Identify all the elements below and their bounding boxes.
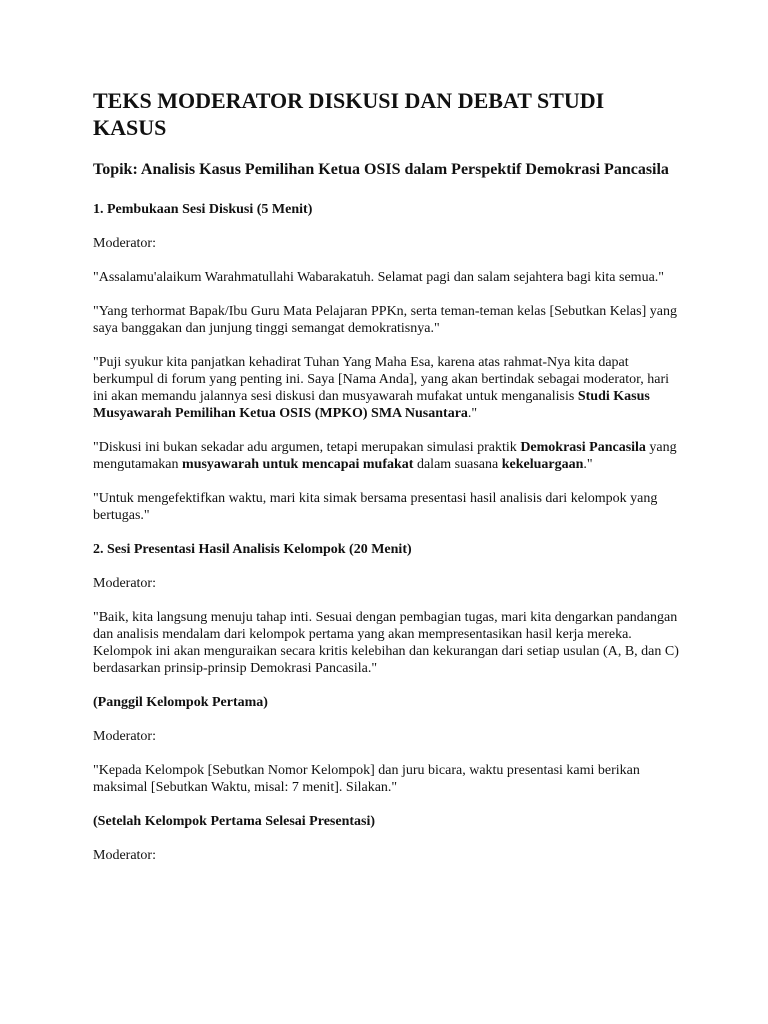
bold-text: kekeluargaan xyxy=(501,457,584,472)
speaker-label: Moderator: xyxy=(93,236,156,251)
paragraph-text: "Puji syukur kita panjatkan kehadirat Tuhan Yang Maha Esa, karena atas rahmat-Nya kita dapat berkumpul di forum yang penting ini. Saya [Nama Anda], yang akan bertindak sebagai moderator, hari ini akan memandu jalannya sesi diskusi dan musyawarah mufakat untuk menganalisis xyxy=(93,355,669,404)
bold-text: Demokrasi Pancasila xyxy=(520,440,646,455)
section-2-heading: 2. Sesi Presentasi Hasil Analisis Kelompok (20 Menit) xyxy=(93,542,412,557)
bold-text: Studi Kasus Musyawarah Pemilihan Ketua OSIS (MPKO) SMA Nusantara xyxy=(93,389,650,421)
speaker-label: Moderator: xyxy=(93,729,156,744)
paragraph: "Yang terhormat Bapak/Ibu Guru Mata Pelajaran PPKn, serta teman-teman kelas [Sebutkan Kelas] yang saya banggakan dan junjung tinggi semangat demokratisnya." xyxy=(93,304,677,336)
document-page xyxy=(93,87,683,881)
section-1-heading: 1. Pembukaan Sesi Diskusi (5 Menit) xyxy=(93,202,313,217)
topic-heading: Topik: Analisis Kasus Pemilihan Ketua OSIS dalam Perspektif Demokrasi Pancasila xyxy=(93,161,669,178)
speaker-label: Moderator: xyxy=(93,576,156,591)
paragraph-text: ." xyxy=(467,406,478,421)
paragraph-text: "Diskusi ini bukan sekadar adu argumen, tetapi merupakan simulasi praktik xyxy=(93,440,521,455)
paragraph: "Kepada Kelompok [Sebutkan Nomor Kelompok] dan juru bicara, waktu presentasi kami berikan maksimal [Sebutkan Waktu, misal: 7 menit]. Silakan." xyxy=(93,763,640,795)
speaker-label: Moderator: xyxy=(93,848,156,863)
paragraph-text: ." xyxy=(583,457,593,472)
stage-cue: (Setelah Kelompok Pertama Selesai Presentasi) xyxy=(93,814,376,829)
document-title: TEKS MODERATOR DISKUSI DAN DEBAT STUDI KASUS xyxy=(93,88,605,140)
paragraph: "Assalamu'alaikum Warahmatullahi Wabarakatuh. Selamat pagi dan salam sejahtera bagi kita semua." xyxy=(93,270,664,285)
paragraph xyxy=(93,354,683,422)
paragraph: "Baik, kita langsung menuju tahap inti. Sesuai dengan pembagian tugas, mari kita dengarkan pandangan dan analisis mendalam dari kelompok pertama yang akan mempresentasikan hasil kerja mereka. Kelompok ini akan menguraikan secara kritis kelebihan dan kekurangan dari setiap usulan (A, B, dan C) berdasarkan prinsip-prinsip Demokrasi Pancasila." xyxy=(93,610,679,676)
stage-cue: (Panggil Kelompok Pertama) xyxy=(93,695,268,710)
bold-text: musyawarah untuk mencapai mufakat xyxy=(182,457,414,472)
paragraph: "Untuk mengefektifkan waktu, mari kita simak bersama presentasi hasil analisis dari kelompok yang bertugas." xyxy=(93,491,658,523)
paragraph xyxy=(93,439,683,473)
paragraph-text: yang mengutamakan xyxy=(93,440,677,472)
paragraph-text: dalam suasana xyxy=(413,457,502,472)
